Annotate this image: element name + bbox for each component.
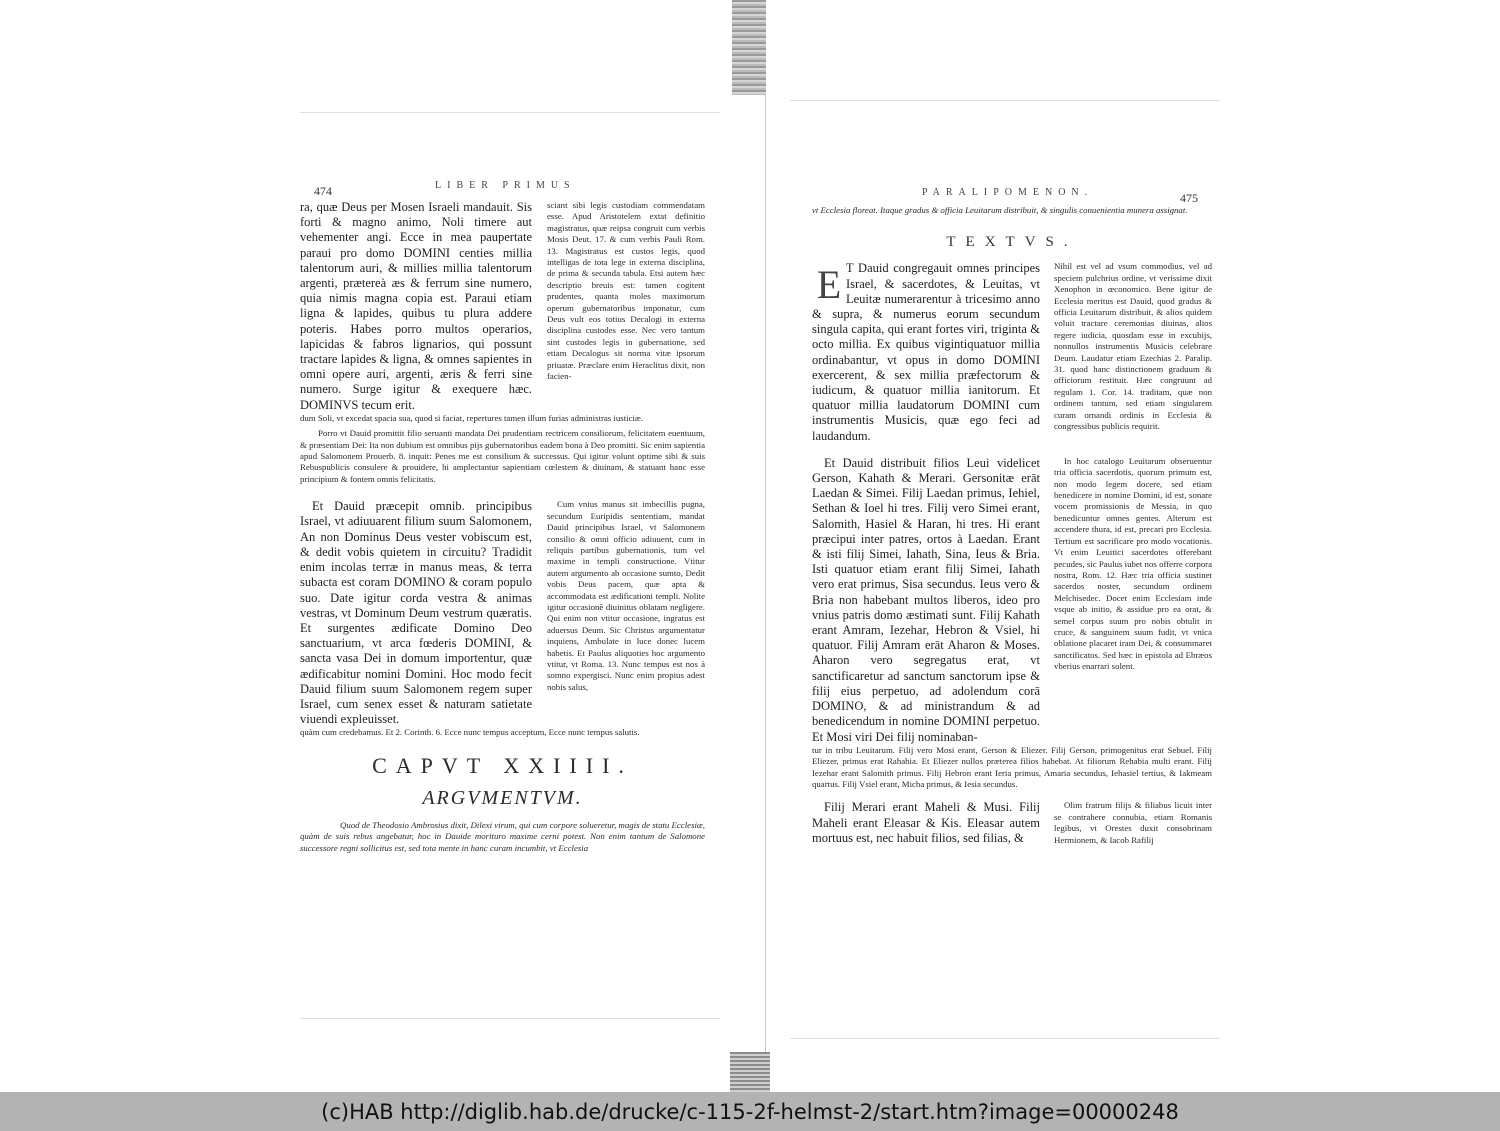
main-text: Et Dauid præcepit omnib. principibus Israel, vt adiuuarent filium suum Salomonem, An non Dominus Deus vester vobiscum est, & dedit vobis quietem in circuitu? Tradidit enim incolas terræ in manus meas, & terra subacta est coram DOMINO & coram populo suo. Date igitur corda vestra & animas vestras, vt Dominum Deum vestrum quæratis. Et surgentes ædificate Domino Deo sanctuarium, vt arca fœderis DOMINI, & sancta vasa Dei in domum importentur, quæ ædificabitur nomini Domini. Hoc modo fecit Dauid filium suum Salomonem regem super Israel, cum senex esset & naturam satietate viuendi expleuisset. [300, 499, 532, 727]
commentary-text: sciant sibi legis custodiam commendatam esse. Apud Aristotelem extat definitio magistratus, quæ reipsa congruit cum verbis Mosis Deut. 17. & cum verbis Pauli Rom. 13. Magistratus est custos legis, quod intelligas de tota lege in externa disciplina, de prima & secunda tabula. Etsi autem hæc descriptio breuis est: tamen cogitent prudentes, quanta moles maximorum operum gubernatoribus imponatur, cum Deus vult eos totius Decalogi in externa disciplina custodes esse. Nec vero tantum sint custodes legis in gubernatione, sed etiam Decalogus sit norma vitæ ipsorum priuatæ. Præclare enim Heraclitus dixit, non facien- [547, 200, 705, 382]
main-text: ra, quæ Deus per Mosen Israeli mandauit. Sis forti & magno animo, Noli timere aut vehementer angi. Ecce in mea paupertate paraui pro domo DOMINI centies millia talentorum auri, & millies millia talentorum argenti, prætereà æs & ferrum sine numero, quia nimis magna copia est. Paraui etiam ligna & lapides, quibus tu plura addere poteris. Habes porro multos operarios, lapicidas & fabros lignarios, qui possunt tractare lapides & ligna, & omnes sapientes in omni opere auri, argenti, æris & ferri sine numero. Surge igitur & exequere hæc. DOMINVS tecum erit. [300, 200, 532, 412]
commentary-text: Cum vnius manus sit imbecillis pugna, secundum Euripidis sententiam, mandat Dauid principibus Israel, vt Salomonem consilio & omni officio adiuuent, cum in reliquis partibus gubernationis, tum vel maxime in templi constructione. Vtitur autem argumento ab occasione sumto, Dedit vobis Deus pacem, quæ apta & accommodata est ædificationi templi. Nolite igitur occasionē diuinitus oblatam negligere. Qui enim non vtitur occasione, ingratus est aduersus Deum. Sic Christus argumentatur inquiens, Ambulate in luce donec lucem habetis. Et Paulus aliquoties hoc argumento vtitur, vt Roma. 13. Nunc tempus est nos à somno expergisci. Nunc enim propius adest nobis salus, [547, 499, 705, 692]
left-page [300, 178, 705, 854]
commentary-continuation: quàm cum credebamus. Et 2. Corinth. 6. Ecce nunc tempus acceptum, Ecce nunc tempus salutis. [300, 727, 640, 738]
left-running-head [300, 178, 705, 198]
right-running-head [812, 185, 1212, 205]
source-url-bar [0, 1092, 1500, 1131]
main-text-with-dropcap [812, 261, 1040, 443]
binding-gutter-top [732, 0, 766, 95]
main-text: T Dauid congregauit omnes principes Israel, & sacerdotes, & Leuitas, vt Leuitæ numerarentur à tricesimo anno & supra, & numerus eorum secundum singula capita, qui erant fortes viri, triginta & octo millia. Ex quibus vigintiquatuor millia ordinabantur, vt opus in domo DOMINI exercerent, & sex millia præfectorum & iudicum, & quatuor millia ianitorum. Et quatuor millia laudatorum DOMINI cum instrumentis Musicis, quæ ego feci ad laudandum. [812, 261, 1040, 443]
right-block-2 [812, 456, 1212, 745]
commentary-continuation: dum Soli, vt excedat spacia sua, quod si faciat, repertures tamen illum furias administras iusticiæ. [300, 412, 643, 423]
right-page-top-edge [790, 100, 1220, 101]
page-number: 474 [314, 184, 332, 198]
argumentum-heading: ARGVMENTVM. [422, 786, 583, 809]
right-block-1 [812, 261, 1212, 443]
commentary-text: Olim fratrum filijs & filiabus licuit inter se contrahere connubia, etiam Romanis legibus, vt Orestes duxit consobrinam Hermionem, & Iacob Rafilij [1054, 800, 1212, 845]
main-text: Et Dauid distribuit filios Leui videlicet Gerson, Kahath & Merari. Gersonitæ erāt Laedan & Simei. Filij Laedan primus, Iehiel, Sethan & Ioel hi tres. Filij vero Simei erant, Salomith, Hasiel & Haran, hi tres. Hi erant præcipui inter patres, ortos à Laedan. Erant & isti filij Simei, Iahath, Sina, Ieus & Bria. Isti quatuor etiam erant filij Simei, Iahath vero erat primus, Sisa secundus. Ieus vero & Bria non habebant multos liberos, ideo pro vnius patris domo æstimati sunt. Filij Kahath erant Amram, Iezehar, Hebron & Vsiel, hi quatuor. Filij Amram erāt Aharon & Moses. Aharon vero segregatus erat, vt sanctificaretur ad sanctum sanctorum ipse & filij eius perpetuo, ad adolendum corā DOMINO, & ad ministrandum & ad benedicendum in nomine DOMINI perpetuo. Et Mosi viri Dei filij nominaban- [812, 455, 1040, 744]
argumentum-continuation: vt Ecclesia floreat. Itaque gradus & officia Leuitarum distribuit, & singulis conuenientia munera assignat. [812, 205, 1188, 215]
page-number: 475 [1180, 191, 1198, 205]
textus-heading: TEXTVS. [946, 234, 1078, 251]
source-url: (c)HAB http://diglib.hab.de/drucke/c-115-2f-helmst-2/start.htm?image=00000248 [321, 1100, 1179, 1124]
commentary-text: In hoc catalogo Leuitarum obseruentur tria officia sacerdotis, quorum primum est, non modo legem docere, sed etiam benedicere in nomine Domini, id est, sonare vocem promissionis de Messia, in quo benedicuntur omnes gentes. Alterum est accendere thura, id est, precari pro Ecclesia. Tertium est sacrificare pro modo vocationis. Vt enim Leuitici sacerdotes offerebant pecudes, sic Paulus iubet nos offerre corpora nostra, Rom. 12. Hæc tria officia sustinet sacerdos noster, secundum ordinem Melchisedec. Docet enim Ecclesiam inde vsque ab initio, & assidue pro ea orat, & semel corpus suum pro nobis obtulit in cruce, & sanguinem suum fudit, vt vnica oblatione placaret iram Dei, & consummaret sanctificatos. Sed hæc in epistola ad Ebræos vberius enarrari solent. [1054, 455, 1212, 672]
right-page [812, 185, 1212, 846]
binding-gutter-bottom [730, 1052, 770, 1092]
left-block-1 [300, 200, 705, 413]
running-title: LIBER PRIMUS [435, 180, 576, 191]
right-block-3 [812, 800, 1212, 846]
commentary-paragraph: Porro vt Dauid promittit filio seruanti mandata Dei prudentiam rectricem consiliorum, felicitatem euentuum, & præsentiam Dei: Ita non dubium est omnibus pijs gubernatoribus eadem bona à Deo promitti. Sic enim sapientia apud Salomonem Prouerb. 8. inquit: Penes me est consilium & successus. Qui igitur volunt optime sibi & suis Rebuspublicis consulere & prouidere, hi amplectantur sapientiam cœlestem & diuinam, & statuant hanc esse principium & fontem omnis felicitatis. [300, 428, 705, 484]
left-block-2 [300, 499, 705, 727]
main-text-continuation: tur in tribu Leuitarum. Filij vero Mosi erant, Gerson & Eliezer. Filij Gerson, primogenitus erat Sebuel. Filij Eliezer, primus erat Rahabia. Et Eliezer nullos præterea filios habebat. At filiorum Rehabia multi erant. Filij Iezehar erant Salomith primus. Filij Hebron erant Ieria primus, Amaria secundus, Iehasiel tertius, & Iakmeam quartus. Filij Vsiel erant, Micha primus, & Iesia secundus. [812, 744, 1212, 789]
argumentum-text: Quod de Theodosio Ambrosius dixit, Dilexi virum, qui cum corpore solueretur, magis de statu Ecclesiæ, quàm de suis rebus angebatur, hoc in Dauide morituro maxime cerni potest. Non enim tantum de Salomone successore regni sollicitus est, sed tota mente in hanc curam incumbit, vt Ecclesia [300, 819, 705, 853]
chapter-heading: CAPVT XXIIII. [372, 752, 633, 778]
right-page-bottom-edge [790, 1038, 1220, 1039]
drop-cap: E [816, 262, 842, 308]
commentary-text: Nihil est vel ad vsum commodius, vel ad speciem pulchrius ordine, vt verissime dixit Xenophon in œconomico. Bene igitur de Ecclesia meritus est Dauid, quod gradus & officia Leuitarum distribuit, & alios quidem voluit tractare ceremonias diuinas, alios regere iudicia, quosdam esse in excubijs, nonnullos instrumentis Musicis celebrare Deum. Laudatur etiam Ezechias 2. Paralip. 31. quod hanc distinctionem graduum & officiorum restituit. Hæc congruunt ad regulam 1. Cor. 14. traditam, quæ non ordinem tantum, sed etiam singularem curam ornandi ordinis in Ecclesia & congressibus publicis requirit. [1054, 261, 1212, 432]
main-text: Filij Merari erant Maheli & Musi. Filij Maheli erant Eleasar & Kis. Eleasar autem mortuus est, nec habuit filios, sed filias, & [812, 800, 1040, 845]
left-page-top-edge [300, 112, 720, 113]
left-page-bottom-edge [300, 1018, 720, 1019]
binding-gutter-line [765, 95, 766, 1055]
running-title: PARALIPOMENON. [922, 187, 1094, 198]
